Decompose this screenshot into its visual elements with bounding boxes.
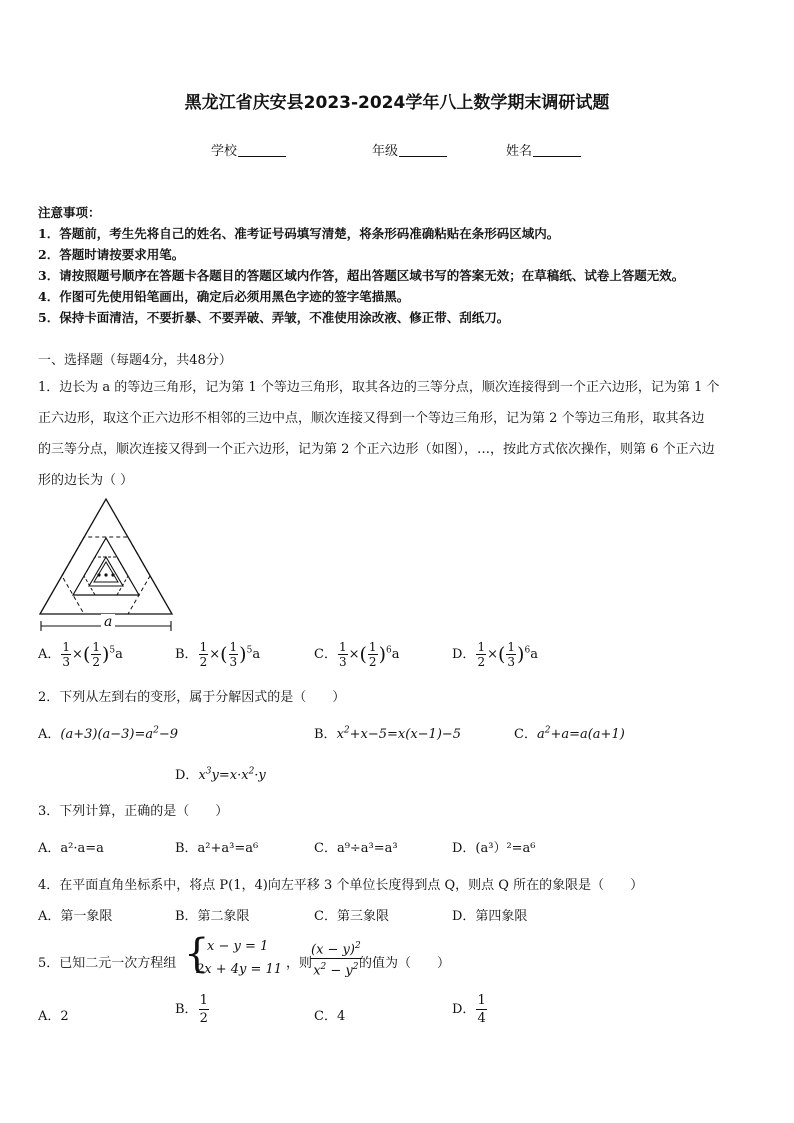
q2-option-b[interactable]: B．$x^2+x-5=x(x-1)-5$: [314, 725, 462, 742]
frac-den: 2: [199, 1011, 208, 1026]
q3-option-b[interactable]: B．a²+a³=a⁶: [175, 841, 259, 856]
q3-option-d[interactable]: D．(a³）²=a⁶: [452, 841, 536, 856]
frac-num: 1: [368, 640, 377, 654]
frac-den: 3: [507, 655, 516, 669]
q4-stem: 4．在平面直角坐标系中，将点 P(1，4)向左平移 3 个单位长度得到点 Q，则点 Q 所在的象限是（ ）: [38, 878, 644, 893]
name-label: 姓名: [506, 144, 533, 159]
notice-heading: 注意事项：: [38, 205, 101, 220]
frac-num: 1: [62, 640, 71, 654]
q2-stem: 2．下列从左到右的变形，属于分解因式的是（ ）: [38, 690, 346, 705]
option-tail: a: [115, 647, 123, 662]
q2-option-a[interactable]: A．$(a+3)(a-3)=a^2-9$: [38, 725, 179, 742]
q4-option-a[interactable]: A．第一象限: [38, 909, 113, 924]
notice-item: 5．保持卡面清洁，不要折暴、不要弄破、弄皱，不准使用涂改液、修正带、刮纸刀。: [38, 310, 510, 325]
notice-item: 2．答题时请按要求用笔。: [38, 247, 185, 262]
name-blank[interactable]: [533, 143, 581, 157]
option-tail: a: [252, 647, 261, 662]
option-letter: B．: [175, 1002, 198, 1017]
q5-expression: $\frac{(x - y)^2}{x^2 - y^2}$: [309, 938, 363, 980]
q5-stem-prefix: 5．已知二元一次方程组: [38, 956, 177, 971]
frac-num: 1: [199, 993, 208, 1008]
figure-label-a: a: [101, 614, 115, 630]
q1-option-a[interactable]: A． $\frac{1}{3}$ ×( $\frac{1}{2}$ )$^5$a: [38, 640, 123, 669]
school-label: 学校: [211, 144, 238, 159]
q1-line: 的三等分点，顺次连接又得到一个正六边形，记为第 2 个正六边形（如图），…，按此方式依次操作，则第 6 个正六边: [38, 442, 715, 457]
q5-eq2: 2x + 4y = 11: [196, 962, 283, 977]
dot: [111, 573, 114, 576]
q1-option-b[interactable]: B． $\frac{1}{2}$ ×( $\frac{1}{3}$ )$^5$a: [175, 640, 261, 669]
grade-blank[interactable]: [399, 143, 447, 157]
frac-num: 1: [507, 640, 516, 654]
frac-den: 3: [338, 655, 347, 669]
option-letter: A．: [38, 647, 61, 662]
q1-line: 1．边长为 a 的等边三角形，记为第 1 个等边三角形，取其各边的三等分点，顺次连接得到一个正六边形，记为第 1 个: [38, 380, 720, 395]
option-letter: C．: [514, 727, 537, 742]
school-field[interactable]: [211, 140, 286, 159]
q4-option-b[interactable]: B．第二象限: [175, 909, 250, 924]
q1-option-c[interactable]: C． $\frac{1}{3}$ ×( $\frac{1}{2}$ )$^6$a: [314, 640, 400, 669]
frac-den: 2: [368, 655, 377, 669]
q1-line: 正六边形，取这个正六边形不相邻的三边中点，顺次连接又得到一个等边三角形，记为第 2 个等边三角形，取其各边: [38, 411, 705, 426]
q5-option-c[interactable]: C．4: [314, 1009, 346, 1024]
frac-num: 1: [477, 993, 486, 1008]
option-letter: D．: [452, 1002, 476, 1017]
q4-option-d[interactable]: D．第四象限: [452, 909, 528, 924]
name-field[interactable]: [506, 140, 581, 159]
notice-item: 4．作图可先使用铅笔画出，确定后必须用黑色字迹的签字笔描黑。: [38, 289, 410, 304]
option-letter: B．: [175, 647, 198, 662]
frac-den: 3: [62, 655, 71, 669]
exponent: 5: [109, 645, 116, 656]
frac-den: 2: [199, 655, 208, 669]
frac-num: 1: [92, 640, 100, 654]
frac-num: 1: [338, 640, 347, 654]
option-letter: A．: [38, 727, 61, 742]
exponent: 6: [385, 645, 392, 656]
q1-line: 形的边长为（ ）: [38, 473, 134, 488]
q5-stem-suffix: 的值为（ ）: [359, 956, 451, 971]
frac-den: 4: [477, 1011, 486, 1026]
q2-option-d[interactable]: D．$x^3y=x\cdot x^2\cdot y$: [175, 766, 266, 783]
option-letter: C．: [314, 647, 337, 662]
frac-den: 3: [229, 655, 238, 669]
notice-item: 3．请按照题号顺序在答题卡各题目的答题区域内作答，超出答题区域书写的答案无效；在草稿纸、试卷上答题无效。: [38, 268, 685, 283]
q5-eq1: x − y = 1: [207, 939, 269, 954]
option-tail: a: [530, 647, 538, 662]
frac-num: 1: [199, 640, 208, 654]
q4-option-c[interactable]: C．第三象限: [314, 909, 389, 924]
notice-item: 1．答题前，考生先将自己的姓名、准考证号码填写清楚，将条形码准确粘贴在条形码区域内。: [38, 226, 560, 241]
frac-num: 1: [229, 640, 238, 654]
q5-option-a[interactable]: A．2: [38, 1009, 69, 1024]
q5-option-d[interactable]: [452, 992, 488, 1027]
option-tail: a: [391, 647, 400, 662]
dot: [104, 573, 107, 576]
q3-option-a[interactable]: A．a²·a=a: [38, 841, 104, 856]
exponent: 6: [524, 645, 531, 656]
q5-option-b[interactable]: [175, 992, 210, 1027]
q5-brace: {: [184, 931, 210, 977]
exponent: 5: [246, 645, 253, 656]
school-blank[interactable]: [238, 143, 286, 157]
q1-option-d[interactable]: D． $\frac{1}{2}$ ×( $\frac{1}{3}$ )$^6$a: [452, 640, 538, 669]
q3-option-c[interactable]: C．a⁹÷a³=a³: [314, 841, 398, 856]
grade-field[interactable]: [372, 140, 447, 159]
q3-stem: 3．下列计算，正确的是（ ）: [38, 804, 229, 819]
frac-num: 1: [477, 640, 486, 654]
frac-den: 2: [477, 655, 486, 669]
option-letter: B．: [314, 727, 337, 742]
frac-den: 2: [92, 655, 100, 669]
option-letter: D．: [175, 768, 199, 783]
section-heading: 一、选择题（每题4分，共48分）: [38, 353, 232, 368]
page-title: 黑龙江省庆安县2023-2024学年八上数学期末调研试题: [184, 93, 610, 113]
q2-option-c[interactable]: C．$a^2+a=a(a+1)$: [514, 725, 625, 742]
q5-stem-mid: ，则: [286, 956, 313, 971]
option-letter: D．: [452, 647, 476, 662]
dot: [97, 573, 100, 576]
grade-label: 年级: [372, 144, 399, 159]
